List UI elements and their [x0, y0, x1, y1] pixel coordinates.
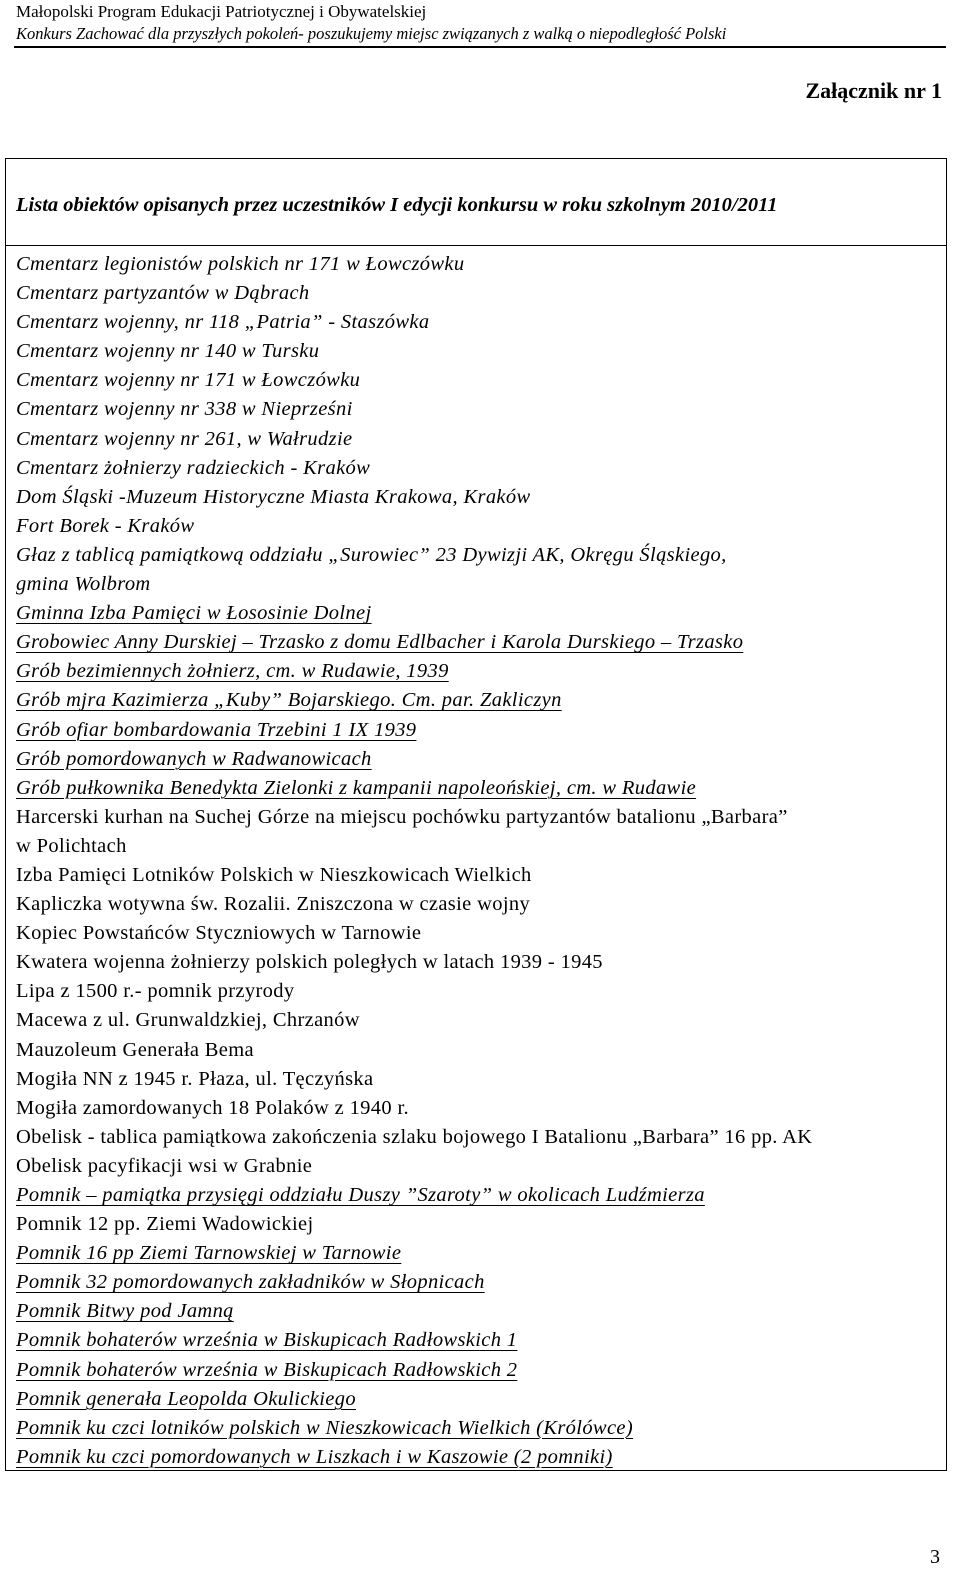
objects-list [16, 250, 944, 1472]
list-item: Harcerski kurhan na Suchej Górze na miejscu pochówku partyzantów batalionu „Barbara” [16, 805, 788, 828]
list-item: Grób mjra Kazimierza „Kuby” Bojarskiego. Cm. par. Zakliczyn [16, 689, 562, 712]
list-item: Cmentarz wojenny nr 171 w Łowczówku [16, 369, 361, 392]
list-item: Pomnik 12 pp. Ziemi Wadowickiej [16, 1213, 314, 1236]
list-item: Mogiła NN z 1945 r. Płaza, ul. Tęczyńska [16, 1067, 374, 1090]
list-item: Pomnik – pamiątka przysięgi oddziału Duszy ”Szaroty” w okolicach Ludźmierza [16, 1184, 705, 1206]
contest-name: Konkurs Zachować dla przyszłych pokoleń- poszukujemy miejsc związanych z walką o niepodległość Polski [16, 24, 727, 43]
list-item: Cmentarz legionistów polskich nr 171 w Łowczówku [16, 253, 465, 275]
list-item: Pomnik ku czci lotników polskich w Nieszkowicach Wielkich (Królówce) [16, 1416, 634, 1439]
list-item: Cmentarz partyzantów w Dąbrach [16, 282, 310, 305]
list-item: Cmentarz wojenny nr 338 w Nieprześni [16, 398, 353, 421]
list-title: Lista obiektów opisanych przez uczestników I edycji konkursu w roku szkolnym 2010/2011 [16, 194, 778, 216]
list-item: Mauzoleum Generała Bema [16, 1038, 255, 1061]
document-header [16, 1, 946, 45]
list-item: Fort Borek - Kraków [16, 514, 195, 537]
list-item: Pomnik bohaterów września w Biskupicach Radłowskich 2 [16, 1358, 518, 1381]
list-item: Grób pułkownika Benedykta Zielonki z kampanii napoleońskiej, cm. w Rudawie [16, 776, 697, 799]
list-item: Pomnik generała Leopolda Okulickiego [16, 1387, 356, 1410]
list-item: Głaz z tablicą pamiątkową oddziału „Surowiec” 23 Dywizji AK, Okręgu Śląskiego, [16, 543, 727, 566]
list-item: Pomnik Bitwy pod Jamną [16, 1300, 234, 1323]
list-item: Gminna Izba Pamięci w Łososinie Dolnej [16, 602, 372, 625]
list-item: Cmentarz żołnierzy radzieckich - Kraków [16, 456, 371, 479]
list-item: Mogiła zamordowanych 18 Polaków z 1940 r. [16, 1096, 409, 1119]
list-item: Obelisk pacyfikacji wsi w Grabnie [16, 1154, 313, 1177]
list-item: Grób pomordowanych w Radwanowicach [16, 747, 372, 770]
list-item: Grób ofiar bombardowania Trzebini 1 IX 1939 [16, 718, 417, 741]
page-number: 3 [930, 1546, 940, 1568]
list-item: Cmentarz wojenny, nr 118 „Patria” - Staszówka [16, 311, 430, 334]
list-item: Grób bezimiennych żołnierz, cm. w Rudawie, 1939 [16, 660, 449, 683]
list-item: Cmentarz wojenny nr 261, w Wałrudzie [16, 427, 353, 450]
title-divider [5, 245, 947, 246]
annex-label: Załącznik nr 1 [805, 78, 942, 103]
list-item: Kopiec Powstańców Styczniowych w Tarnowie [16, 922, 422, 945]
list-item: Pomnik ku czci pomordowanych w Liszkach i w Kaszowie (2 pomniki) [16, 1445, 613, 1468]
header-divider [14, 46, 946, 48]
list-item: Macewa z ul. Grunwaldzkiej, Chrzanów [16, 1009, 360, 1032]
list-item: Izba Pamięci Lotników Polskich w Nieszkowicach Wielkich [16, 863, 532, 886]
list-item: w Polichtach [16, 834, 127, 857]
list-item: Kwatera wojenna żołnierzy polskich poległych w latach 1939 - 1945 [16, 951, 603, 974]
list-item: Dom Śląski -Muzeum Historyczne Miasta Krakowa, Kraków [16, 485, 531, 508]
list-item: Obelisk - tablica pamiątkowa zakończenia szlaku bojowego I Batalionu „Barbara” 16 pp. AK [16, 1125, 813, 1148]
list-item: Lipa z 1500 r.- pomnik przyrody [16, 980, 295, 1003]
list-item: Grobowiec Anny Durskiej – Trzasko z domu Edlbacher i Karola Durskiego – Trzasko [16, 631, 744, 654]
list-item: Kapliczka wotywna św. Rozalii. Zniszczona w czasie wojny [16, 893, 531, 916]
program-name: Małopolski Program Edukacji Patriotycznej i Obywatelskiej [16, 2, 427, 21]
list-item: gmina Wolbrom [16, 573, 151, 596]
list-item: Pomnik 16 pp Ziemi Tarnowskiej w Tarnowie [16, 1242, 402, 1265]
list-item: Pomnik 32 pomordowanych zakładników w Słopnicach [16, 1271, 485, 1294]
list-item: Pomnik bohaterów września w Biskupicach Radłowskich 1 [16, 1329, 518, 1352]
list-item: Cmentarz wojenny nr 140 w Tursku [16, 340, 320, 363]
